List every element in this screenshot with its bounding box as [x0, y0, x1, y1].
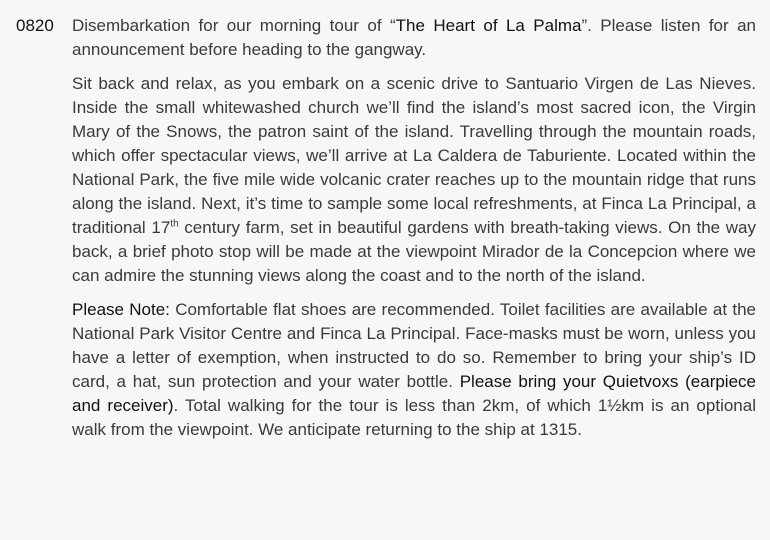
itinerary-entry — [16, 14, 756, 452]
description-text-before: Sit back and relax, as you embark on a scenic drive to Santuario Virgen de Las Nieves. Inside the small whitewashed church we’ll find the island’s most sacred icon, the Virgin Mary of the Snows, the patron saint of the island. Travelling through the mountain roads, which offer spectacular views, we’ll arrive at La Caldera de Taburiente. Located within the National Park, the five mile wide volcanic crater reaches up to the mountain ridge that runs along the island. Next, it’s time to sample some local refreshments, at Finca La Principal, a traditional 17 — [72, 74, 756, 237]
departure-time: 0820 — [16, 16, 54, 35]
intro-text-after: ”. Please listen for an announcement before heading to the gangway. — [72, 16, 757, 59]
tour-details — [72, 14, 756, 452]
intro-paragraph — [72, 14, 756, 62]
description-text-after: century farm, set in beautiful gardens with breath-taking views. On the way back, a brief photo stop will be made at the viewpoint Mirador de la Concepcion where we can admire the stunning views along the coast and to the north of the island. — [72, 218, 757, 285]
description-paragraph — [72, 72, 756, 288]
note-text-1: Comfortable flat shoes are recommended. Toilet facilities are available at the National Park Visitor Centre and Finca La Principal. Face-masks must be worn, unless you have a letter of exemption, when instructed to do so. Remember to bring your ship’s ID card, a hat, sun protection and your water bottle. — [72, 300, 756, 391]
note-text-2: . Total walking for the tour is less than 2km, of which 1½km is an optional walk from the viewpoint. We anticipate returning to the ship at 1315. — [72, 396, 756, 439]
note-label: Please Note: — [72, 300, 170, 319]
note-paragraph — [72, 298, 756, 442]
intro-text-before: Disembarkation for our morning tour of “ — [72, 16, 396, 35]
quietvox-reminder: Please bring your Quietvoxs (earpiece and receiver) — [72, 372, 756, 415]
tour-name: The Heart of La Palma — [395, 16, 582, 35]
ordinal-superscript: th — [170, 218, 179, 230]
